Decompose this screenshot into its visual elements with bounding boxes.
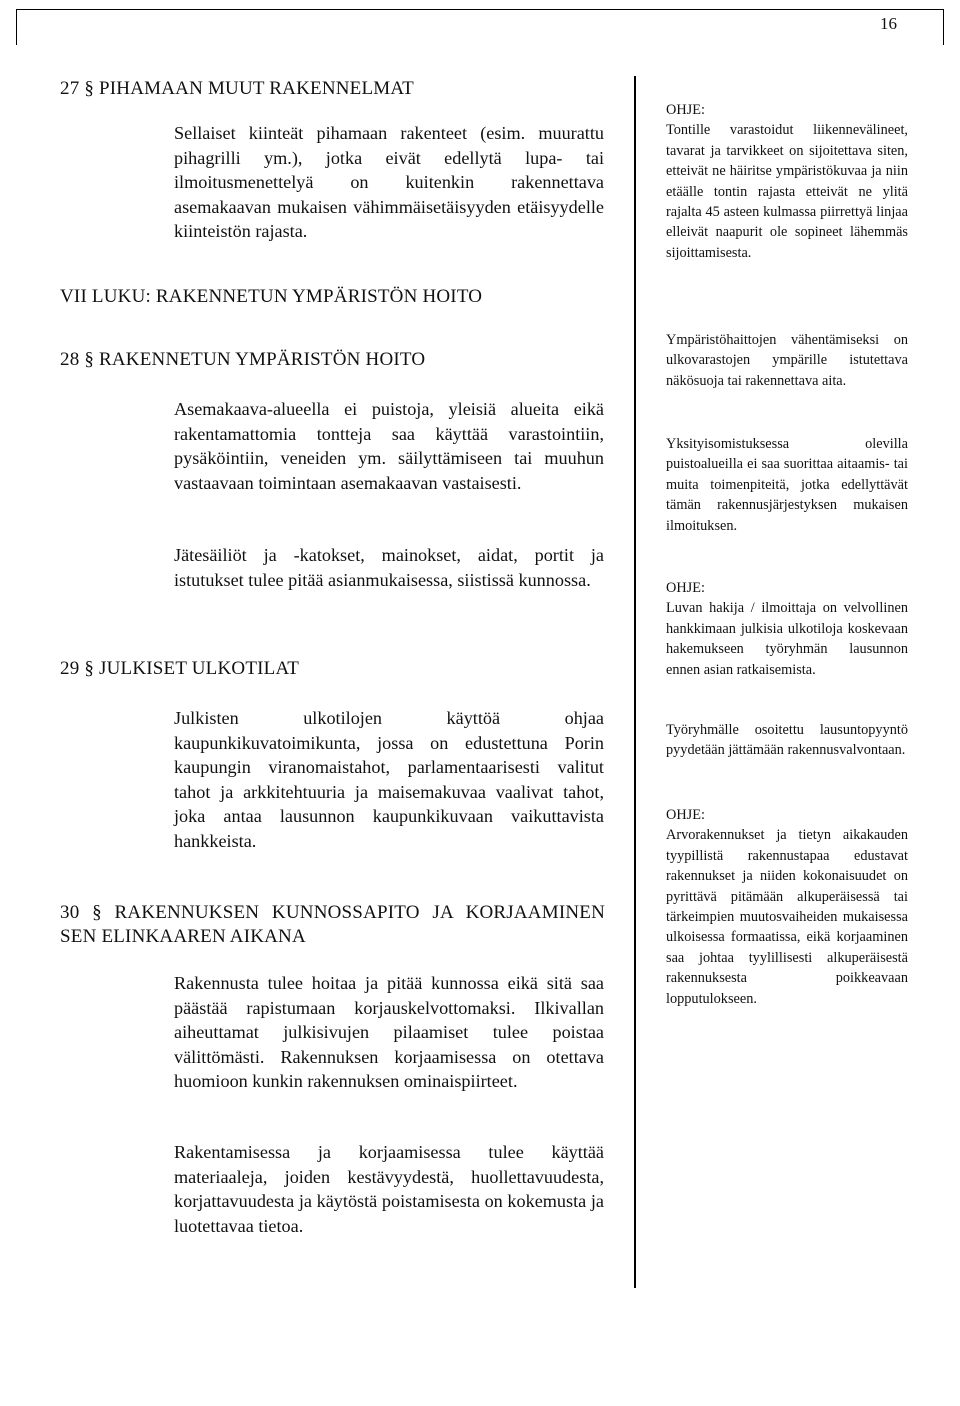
side-note-6-text: Arvorakennukset ja tietyn aikakauden tyypillistä rakennustapaa edustavat rakennukset ja niiden kokonaisuudet on pyrittävä pitämään alkuperäisessä tai tärkeimpien muutosvaiheiden mukaisessa ulkoisessa formaatissa, eikä korjaaminen saa johtaa tyylillisesti alkuperäisestä rakennuksesta poikkeavaan lopputulokseen.: [666, 827, 908, 1007]
section-heading-29: 29 § JULKISET ULKOTILAT: [60, 658, 300, 679]
chapter-heading: VII LUKU: RAKENNETUN YMPÄRISTÖN HOITO: [60, 286, 483, 307]
page-frame-right: [943, 9, 944, 45]
side-note-1-text: Tontille varastoidut liikennevälineet, tavarat ja tarvikkeet on sijoitettava siten, etteivät ne häiritse ympäristökuvaa ja niin etäälle tontin rajasta etteivät ne ylitä rajalta 45 asteen kulmassa piirrettyä linjaa elleivät naapurit ole sopineet lähemmäs sijoittamisesta.: [666, 122, 908, 261]
side-note-4: [666, 578, 908, 680]
ohje-label: OHJE:: [666, 807, 705, 823]
section-30-paragraph-2: Rakentamisessa ja korjaamisessa tulee käyttää materiaaleja, joiden kestävyydestä, huollettavuudesta, korjattavuudesta ja käytöstä poistamisesta on kokemusta ja luotettavaa tietoa.: [174, 1142, 604, 1236]
side-note-1: [666, 100, 908, 263]
page-number: 16: [880, 14, 897, 33]
side-note-2: Ympäristöhaittojen vähentämiseksi on ulkovarastojen ympärille istutettava näkösuoja tai rakennettava aita.: [666, 332, 908, 389]
section-heading-30: 30 § RAKENNUKSEN KUNNOSSAPITO JA KORJAAMINEN SEN ELINKAAREN AIKANA: [60, 902, 605, 947]
section-heading-28: 28 § RAKENNETUN YMPÄRISTÖN HOITO: [60, 349, 426, 370]
ohje-label: OHJE:: [666, 580, 705, 596]
section-28-paragraph-1: Asemakaava-alueella ei puistoja, yleisiä alueita eikä rakentamattomia tontteja saa käyttää varastointiin, pysäköintiin, veneiden ym. säilyttämiseen tai muuhun vastaavaan toimintaan asemakaavan vastaisesti.: [174, 399, 604, 493]
column-divider: [634, 76, 636, 1288]
side-note-5: Työryhmälle osoitettu lausuntopyyntö pyydetään jättämään rakennusvalvontaan.: [666, 722, 908, 759]
ohje-label: OHJE:: [666, 102, 705, 118]
side-note-6: [666, 805, 908, 1009]
section-28-paragraph-2: Jätesäiliöt ja -katokset, mainokset, aidat, portit ja istutukset tulee pitää asianmukaisessa, siistissä kunnossa.: [174, 545, 604, 590]
page-frame-top: [16, 9, 944, 10]
side-note-4-text: Luvan hakija / ilmoittaja on velvollinen hankkimaan julkisia ulkotiloja koskevaan hakemukseen työryhmän lausunnon ennen asian ratkaisemista.: [666, 600, 908, 678]
section-30-paragraph-1: Rakennusta tulee hoitaa ja pitää kunnossa eikä sitä saa päästää rapistumaan korjauskelvottomaksi. Ilkivallan aiheuttamat julkisivujen pilaamiset tulee poistaa välittömästi. Rakennuksen korjaamisessa on otettava huomioon kunkin rakennuksen ominaispiirteet.: [174, 973, 604, 1091]
page-frame-left: [16, 9, 17, 45]
section-heading-27: 27 § PIHAMAAN MUUT RAKENNELMAT: [60, 78, 414, 99]
section-27-paragraph: Sellaiset kiinteät pihamaan rakenteet (esim. muurattu pihagrilli ym.), jotka eivät edellytä lupa- tai ilmoitusmenettelyä on kuitenkin rakennettava asemakaavan mukaisen vähimmäisetäisyyden etäisyydelle kiinteistön rajasta.: [174, 123, 604, 241]
section-29-paragraph: Julkisten ulkotilojen käyttöä ohjaa kaupunkikuvatoimikunta, jossa on edustettuna Porin kaupungin viranomaistahot, parlamentaarisesti valitut tahot ja arkkitehtuuria ja maisemakuvaa vaalivat tahot, joka antaa lausunnon kaupunkikuvaan vaikuttavista hankkeista.: [174, 708, 604, 851]
side-note-3: Yksityisomistuksessa olevilla puistoalueilla ei saa suorittaa aitaamis- tai muita toimenpiteitä, jotka edellyttävät tämän rakennusjärjestyksen mukaisen ilmoituksen.: [666, 436, 908, 534]
